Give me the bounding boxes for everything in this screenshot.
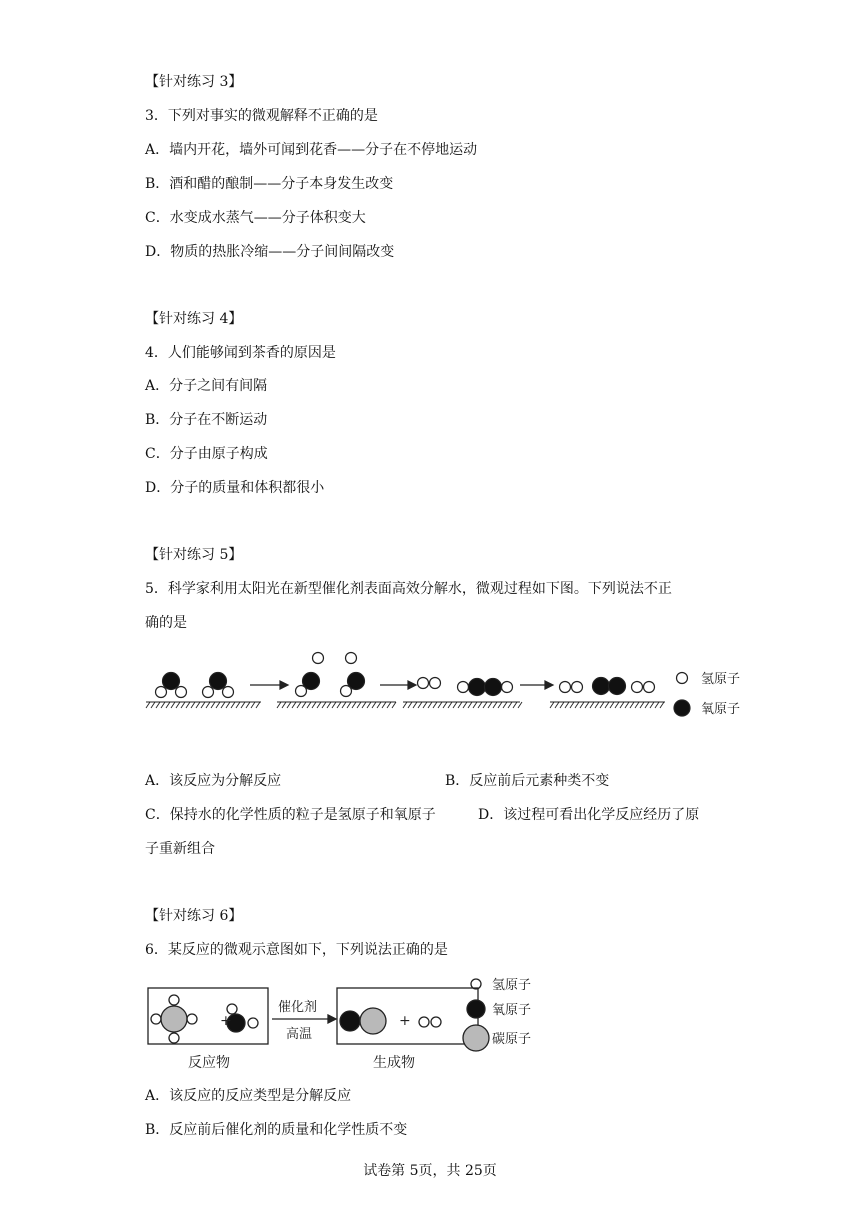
surface-hatch xyxy=(488,702,492,708)
surface-hatch xyxy=(312,702,316,708)
option-d: D．分子的质量和体积都很小 xyxy=(145,480,325,496)
surface-hatch xyxy=(605,702,609,708)
surface-hatch xyxy=(362,702,366,708)
surface-hatch xyxy=(287,702,291,708)
surface-hatch xyxy=(352,702,356,708)
surface-hatch xyxy=(555,702,559,708)
surface-hatch xyxy=(585,702,589,708)
surface-hatch xyxy=(392,702,396,708)
option-c: C．分子由原子构成 xyxy=(145,446,268,462)
surface-hatch xyxy=(201,702,205,708)
surface-hatch xyxy=(630,702,634,708)
surface-hatch xyxy=(277,702,281,708)
surface-hatch xyxy=(483,702,487,708)
surface-hatch xyxy=(327,702,331,708)
option-c: C．水变成水蒸气——分子体积变大 xyxy=(145,210,366,226)
surface-hatch xyxy=(468,702,472,708)
arrow-condition-label: 高温 xyxy=(286,1027,313,1042)
surface-hatch xyxy=(518,702,522,708)
option-d: D．物质的热胀冷缩——分子间间隔改变 xyxy=(145,244,395,260)
surface-hatch xyxy=(650,702,654,708)
option-a: A．该反应为分解反应 xyxy=(145,773,282,789)
surface-hatch xyxy=(377,702,381,708)
surface-hatch xyxy=(600,702,604,708)
surface-hatch xyxy=(297,702,301,708)
option-b: B．酒和醋的酿制——分子本身发生改变 xyxy=(145,176,394,192)
surface-hatch xyxy=(478,702,482,708)
surface-hatch xyxy=(655,702,659,708)
surface-hatch xyxy=(181,702,185,708)
surface-hatch xyxy=(503,702,507,708)
surface-hatch xyxy=(448,702,452,708)
surface-hatch xyxy=(640,702,644,708)
surface-hatch xyxy=(560,702,564,708)
surface-hatch xyxy=(151,702,155,708)
surface-hatch xyxy=(176,702,180,708)
surface-hatch xyxy=(216,702,220,708)
surface-hatch xyxy=(580,702,584,708)
option-a: A．该反应的反应类型是分解反应 xyxy=(145,1088,352,1104)
surface-hatch xyxy=(595,702,599,708)
surface-hatch xyxy=(620,702,624,708)
surface-hatch xyxy=(206,702,210,708)
surface-hatch xyxy=(438,702,442,708)
surface-hatch xyxy=(226,702,230,708)
surface-hatch xyxy=(443,702,447,708)
surface-hatch xyxy=(367,702,371,708)
option-a: A．墙内开花，墙外可闻到花香——分子在不停地运动 xyxy=(145,142,478,158)
surface-hatch xyxy=(387,702,391,708)
arrow-catalyst-label: 催化剂 xyxy=(278,1000,318,1015)
plus-sign: + xyxy=(220,1013,232,1029)
question-text: 6．某反应的微观示意图如下，下列说法正确的是 xyxy=(145,942,448,958)
question-text-cont: 确的是 xyxy=(145,615,187,631)
surface-hatch xyxy=(317,702,321,708)
legend-oxygen-label: 氧原子 xyxy=(492,1003,532,1018)
option-b: B．分子在不断运动 xyxy=(145,412,268,428)
plus-sign: + xyxy=(399,1013,411,1029)
legend-oxygen-label: 氧原子 xyxy=(701,702,741,717)
surface-hatch xyxy=(146,702,150,708)
legend-carbon-label: 碳原子 xyxy=(492,1032,532,1047)
question-text: 4．人们能够闻到茶香的原因是 xyxy=(145,345,336,361)
surface-hatch xyxy=(498,702,502,708)
surface-hatch xyxy=(513,702,517,708)
surface-hatch xyxy=(408,702,412,708)
question-text: 3．下列对事实的微观解释不正确的是 xyxy=(145,108,378,124)
legend-hydrogen-label: 氢原子 xyxy=(701,672,741,687)
surface-hatch xyxy=(413,702,417,708)
option-d: D．该过程可看出化学反应经历了原 xyxy=(478,807,700,823)
reactants-caption: 反应物 xyxy=(188,1055,230,1071)
surface-hatch xyxy=(256,702,260,708)
surface-hatch xyxy=(423,702,427,708)
surface-hatch xyxy=(565,702,569,708)
surface-hatch xyxy=(302,702,306,708)
surface-hatch xyxy=(570,702,574,708)
surface-hatch xyxy=(231,702,235,708)
surface-hatch xyxy=(453,702,457,708)
surface-hatch xyxy=(171,702,175,708)
surface-hatch xyxy=(357,702,361,708)
page-footer: 试卷第 5页，共 25页 xyxy=(363,1163,497,1179)
surface-hatch xyxy=(196,702,200,708)
surface-hatch xyxy=(332,702,336,708)
surface-hatch xyxy=(473,702,477,708)
surface-hatch xyxy=(156,702,160,708)
surface-hatch xyxy=(161,702,165,708)
option-d-cont: 子重新组合 xyxy=(145,841,215,857)
surface-hatch xyxy=(246,702,250,708)
surface-hatch xyxy=(241,702,245,708)
surface-hatch xyxy=(347,702,351,708)
surface-hatch xyxy=(463,702,467,708)
surface-hatch xyxy=(458,702,462,708)
option-c: C．保持水的化学性质的粒子是氢原子和氧原子 xyxy=(145,807,436,823)
surface-hatch xyxy=(403,702,407,708)
surface-hatch xyxy=(282,702,286,708)
water-decomposition-figure xyxy=(140,645,760,730)
surface-hatch xyxy=(221,702,225,708)
surface-hatch xyxy=(575,702,579,708)
surface-hatch xyxy=(433,702,437,708)
surface-hatch xyxy=(493,702,497,708)
surface-hatch xyxy=(186,702,190,708)
surface-hatch xyxy=(382,702,386,708)
surface-hatch xyxy=(307,702,311,708)
question-text: 5．科学家利用太阳光在新型催化剂表面高效分解水，微观过程如下图。下列说法不正 xyxy=(145,581,672,597)
surface-hatch xyxy=(610,702,614,708)
surface-hatch xyxy=(550,702,554,708)
products-caption: 生成物 xyxy=(373,1055,415,1071)
surface-hatch xyxy=(211,702,215,708)
surface-hatch xyxy=(625,702,629,708)
surface-hatch xyxy=(251,702,255,708)
surface-hatch xyxy=(590,702,594,708)
surface-hatch xyxy=(191,702,195,708)
option-b: B．反应前后元素种类不变 xyxy=(445,773,610,789)
option-b: B．反应前后催化剂的质量和化学性质不变 xyxy=(145,1122,408,1138)
surface-hatch xyxy=(292,702,296,708)
surface-hatch xyxy=(337,702,341,708)
option-a: A．分子之间有间隔 xyxy=(145,378,268,394)
section-header: 【针对练习 6】 xyxy=(145,908,243,924)
section-header: 【针对练习 5】 xyxy=(145,547,243,563)
reaction-figure xyxy=(145,972,555,1072)
surface-hatch xyxy=(236,702,240,708)
surface-hatch xyxy=(660,702,664,708)
surface-hatch xyxy=(645,702,649,708)
surface-hatch xyxy=(322,702,326,708)
surface-hatch xyxy=(615,702,619,708)
surface-hatch xyxy=(342,702,346,708)
surface-hatch xyxy=(372,702,376,708)
legend-hydrogen-label: 氢原子 xyxy=(492,978,532,993)
section-header: 【针对练习 4】 xyxy=(145,311,243,327)
surface-hatch xyxy=(508,702,512,708)
surface-hatch xyxy=(635,702,639,708)
surface-hatch xyxy=(418,702,422,708)
surface-hatch xyxy=(166,702,170,708)
surface-hatch xyxy=(428,702,432,708)
section-header: 【针对练习 3】 xyxy=(145,74,243,90)
